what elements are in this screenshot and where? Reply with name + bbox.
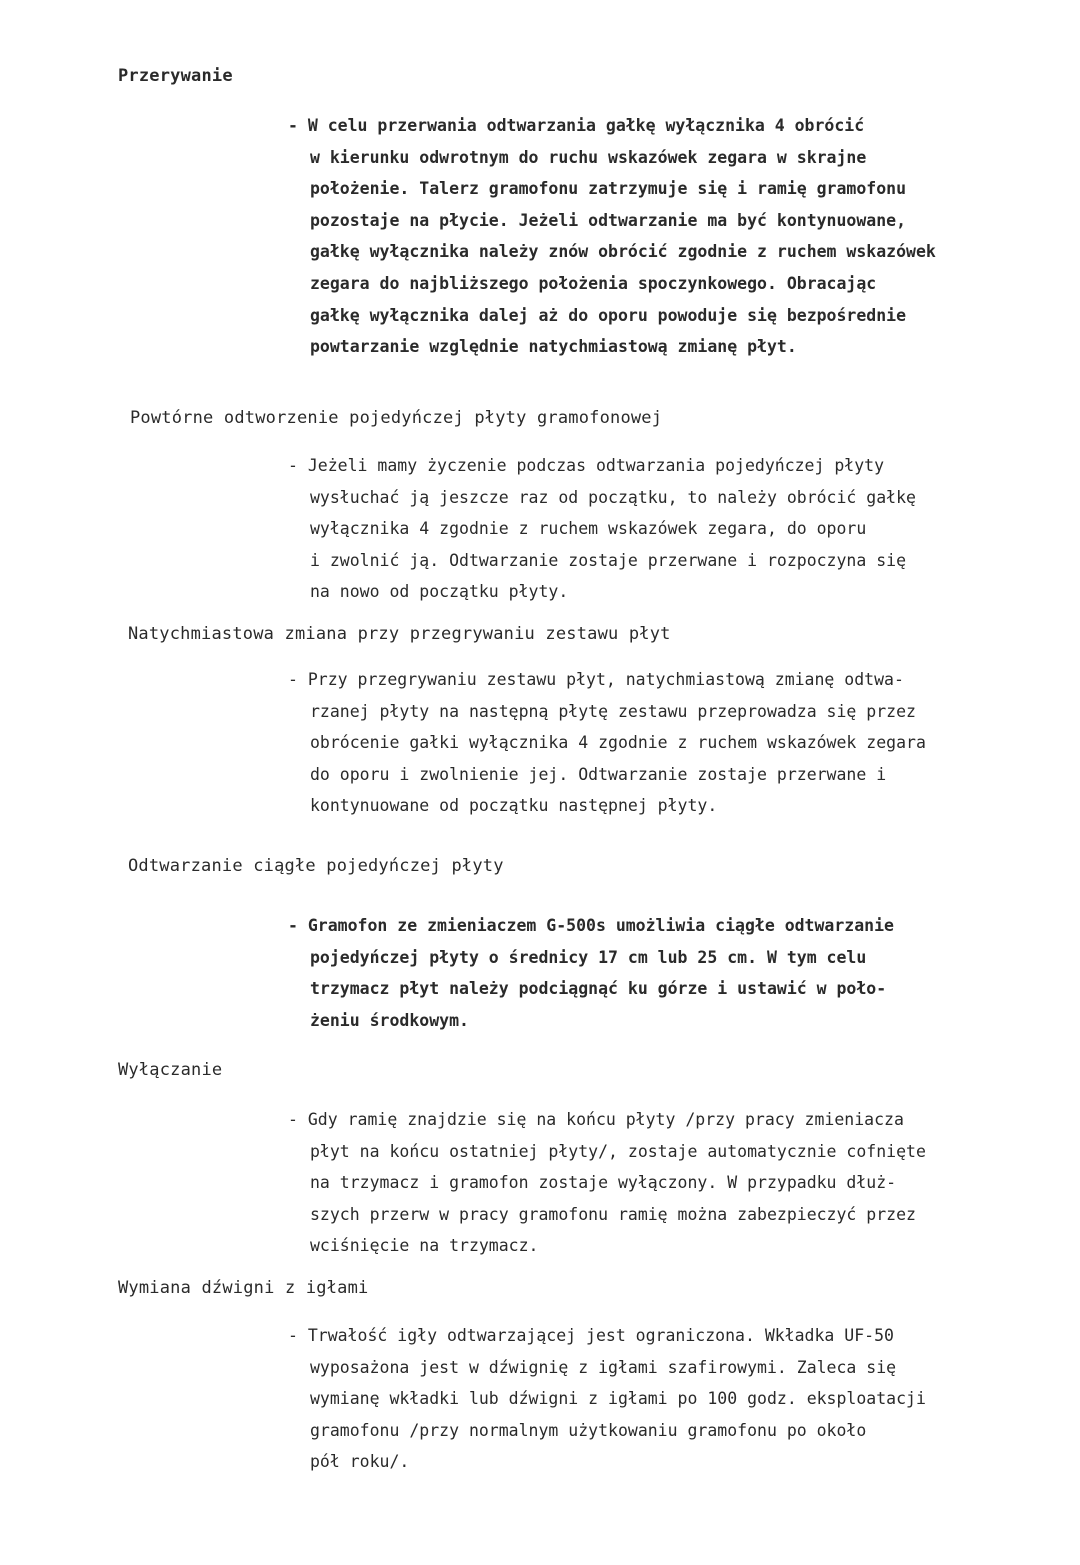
- section-paragraph-powtorne-odtworzenie: [288, 450, 916, 608]
- section-heading-przerywanie: Przerywanie: [118, 66, 233, 86]
- paragraph-line: i zwolnić ją. Odtwarzanie zostaje przerwane i rozpoczyna się: [310, 550, 907, 570]
- paragraph-line: pozostaje na płycie. Jeżeli odtwarzanie ma być kontynuowane,: [310, 210, 907, 230]
- paragraph-line: - Gdy ramię znajdzie się na końcu płyty /przy pracy zmieniacza: [288, 1110, 904, 1129]
- paragraph-line: - Jeżeli mamy życzenie podczas odtwarzania pojedyńczej płyty: [288, 456, 885, 475]
- section-heading-wymiana-dzwigni: Wymiana dźwigni z igłami: [118, 1278, 369, 1298]
- paragraph-line: pojedyńczej płyty o średnicy 17 cm lub 25 cm. W tym celu: [310, 947, 867, 967]
- paragraph-line: powtarzanie względnie natychmiastową zmianę płyt.: [310, 337, 797, 357]
- section-paragraph-przerywanie: [288, 110, 936, 363]
- paragraph-line: w kierunku odwrotnym do ruchu wskazówek zegara w skrajne: [310, 147, 867, 167]
- paragraph-line: szych przerw w pracy gramofonu ramię można zabezpieczyć przez: [310, 1204, 916, 1224]
- paragraph-line: - Przy przegrywaniu zestawu płyt, natychmiastową zmianę odtwa-: [288, 670, 904, 689]
- paragraph-line: do oporu i zwolnienie jej. Odtwarzanie zostaje przerwane i: [310, 764, 887, 784]
- paragraph-line: gałkę wyłącznika dalej aż do oporu powoduje się bezpośrednie: [310, 305, 907, 325]
- paragraph-line: wciśnięcie na trzymacz.: [310, 1236, 539, 1256]
- paragraph-line: płyt na końcu ostatniej płyty/, zostaje automatycznie cofnięte: [310, 1141, 926, 1161]
- paragraph-line: gramofonu /przy normalnym użytkowaniu gramofonu po około: [310, 1420, 867, 1440]
- paragraph-line: gałkę wyłącznika należy znów obrócić zgodnie z ruchem wskazówek: [310, 242, 936, 262]
- paragraph-line: rzanej płyty na następną płytę zestawu przeprowadza się przez: [310, 701, 916, 721]
- paragraph-line: wymianę wkładki lub dźwigni z igłami po 100 godz. eksploatacji: [310, 1389, 926, 1409]
- paragraph-line: położenie. Talerz gramofonu zatrzymuje się i ramię gramofonu: [310, 179, 907, 199]
- paragraph-line: na trzymacz i gramofon zostaje wyłączony. W przypadku dłuż-: [310, 1173, 897, 1193]
- section-paragraph-odtwarzanie-ciagle: [288, 910, 894, 1036]
- paragraph-line: kontynuowane od początku następnej płyty.: [310, 796, 718, 816]
- section-paragraph-natychmiastowa-zmiana: [288, 664, 926, 822]
- paragraph-line: na nowo od początku płyty.: [310, 582, 569, 602]
- paragraph-line: wysłuchać ją jeszcze raz od początku, to należy obrócić gałkę: [310, 487, 916, 507]
- paragraph-line: - Gramofon ze zmieniaczem G-500s umożliwia ciągłe odtwarzanie: [288, 916, 894, 935]
- section-heading-natychmiastowa-zmiana: Natychmiastowa zmiana przy przegrywaniu zestawu płyt: [128, 624, 671, 644]
- section-heading-wylaczanie: Wyłączanie: [118, 1060, 223, 1080]
- paragraph-line: zegara do najbliższego położenia spoczynkowego. Obracając: [310, 273, 877, 293]
- paragraph-line: wyposażona jest w dźwignię z igłami szafirowymi. Zaleca się: [310, 1357, 897, 1377]
- paragraph-line: wyłącznika 4 zgodnie z ruchem wskazówek zegara, do oporu: [310, 519, 867, 539]
- paragraph-line: żeniu środkowym.: [310, 1010, 469, 1030]
- section-paragraph-wylaczanie: [288, 1104, 926, 1262]
- paragraph-line: pół roku/.: [310, 1452, 410, 1472]
- paragraph-line: obrócenie gałki wyłącznika 4 zgodnie z ruchem wskazówek zegara: [310, 733, 926, 753]
- section-paragraph-wymiana-dzwigni: [288, 1320, 926, 1478]
- paragraph-line: trzymacz płyt należy podciągnąć ku górze i ustawić w poło-: [310, 979, 887, 999]
- paragraph-line: - W celu przerwania odtwarzania gałkę wyłącznika 4 obrócić: [288, 116, 865, 135]
- section-heading-powtorne-odtworzenie: Powtórne odtworzenie pojedyńczej płyty gramofonowej: [130, 408, 663, 428]
- section-heading-odtwarzanie-ciagle: Odtwarzanie ciągłe pojedyńczej płyty: [128, 856, 504, 876]
- paragraph-line: - Trwałość igły odtwarzającej jest ograniczona. Wkładka UF-50: [288, 1326, 894, 1345]
